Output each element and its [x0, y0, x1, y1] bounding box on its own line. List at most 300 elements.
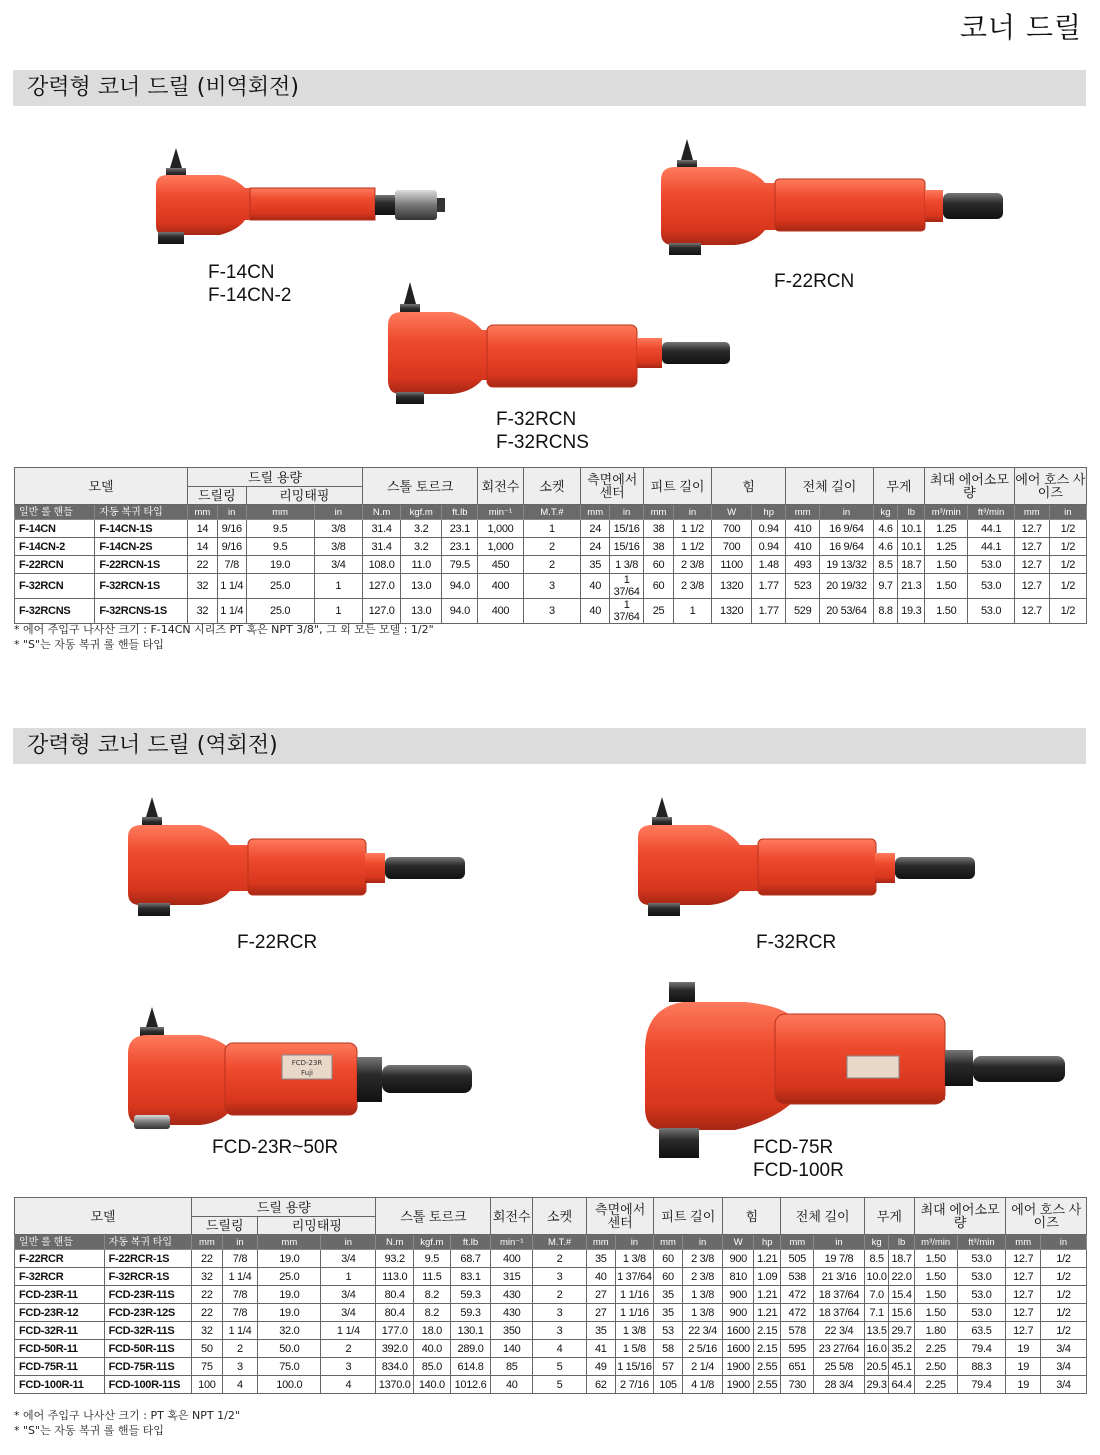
header-standard-handle: 일반 롤 핸들 — [15, 1235, 105, 1250]
unit-header: in — [1041, 1235, 1087, 1250]
table-cell: 18.7 — [889, 1250, 914, 1268]
table-cell: 1600 — [723, 1322, 754, 1340]
table-row — [15, 1304, 1087, 1322]
model-cell: F-14CN — [15, 520, 95, 538]
unit-header: min⁻¹ — [491, 1235, 533, 1250]
table-cell: 12.7 — [1006, 1286, 1041, 1304]
table-row — [15, 520, 1087, 538]
table-cell: 0.94 — [752, 538, 786, 556]
table-cell: 100.0 — [258, 1376, 321, 1394]
model-cell: FCD-23R-12S — [104, 1304, 192, 1322]
table-cell: 1 1/16 — [615, 1304, 654, 1322]
table-cell: 83.1 — [450, 1268, 491, 1286]
notes-section1 — [14, 622, 434, 652]
caption-line: FCD-75R — [753, 1137, 834, 1158]
header-reaming: 리밍태핑 — [258, 1217, 376, 1235]
table-cell: 1100 — [712, 556, 752, 574]
table-cell: 529 — [786, 599, 820, 624]
table-cell: 2 3/8 — [673, 574, 711, 599]
table-cell: 27 — [587, 1304, 616, 1322]
table-cell: 289.0 — [450, 1340, 491, 1358]
table-cell: 25 — [644, 599, 674, 624]
table-cell: 1 1/4 — [222, 1268, 258, 1286]
table-cell: 410 — [786, 520, 820, 538]
table-cell: 3 — [321, 1358, 376, 1376]
table-cell: 1.09 — [753, 1268, 780, 1286]
table-cell: 60 — [654, 1250, 683, 1268]
header-model: 모델 — [15, 468, 188, 505]
table-cell: 58 — [654, 1340, 683, 1358]
unit-header: ft.lb — [450, 1235, 491, 1250]
table-cell: 59.3 — [450, 1286, 491, 1304]
table-cell: 578 — [781, 1322, 814, 1340]
unit-header: in — [314, 505, 362, 520]
header-socket: 소켓 — [533, 1198, 587, 1235]
table-cell: 900 — [723, 1286, 754, 1304]
table-cell: 3.2 — [401, 538, 442, 556]
caption-line: FCD-23R~50R — [212, 1137, 339, 1158]
note-line: * 에어 주입구 나사산 크기 : PT 혹은 NPT 1/2" — [14, 1409, 240, 1422]
table-cell: 3.2 — [401, 520, 442, 538]
table-cell: 1 37/64 — [610, 574, 644, 599]
table-cell: 18.7 — [898, 556, 925, 574]
table-cell: 1.21 — [753, 1286, 780, 1304]
table-cell: 40 — [491, 1376, 533, 1394]
caption-line: F-22RCN — [774, 271, 855, 292]
table-cell: 9.5 — [246, 538, 314, 556]
unit-header: M.T.# — [523, 505, 581, 520]
table-cell: 1/2 — [1041, 1304, 1087, 1322]
table-cell: 24 — [581, 538, 610, 556]
table-cell: 1.80 — [914, 1322, 957, 1340]
table-cell: 35 — [587, 1322, 616, 1340]
table-cell: 25 5/8 — [814, 1358, 865, 1376]
table-cell: 22 — [187, 556, 217, 574]
table-cell: 14 — [187, 520, 217, 538]
table-cell: 4 1/8 — [682, 1376, 723, 1394]
table-cell: 1 1/4 — [217, 599, 246, 624]
table-row — [15, 1376, 1087, 1394]
table-cell: 12.7 — [1006, 1268, 1041, 1286]
table-cell: 1/2 — [1049, 574, 1086, 599]
table-cell: 40.0 — [414, 1340, 451, 1358]
header-stall-torque: 스톨 토르크 — [376, 1198, 491, 1235]
table-cell: 22 — [192, 1286, 223, 1304]
table-cell: 49 — [587, 1358, 616, 1376]
header-side-center: 측면에서 센터 — [587, 1198, 654, 1235]
table-cell: 7/8 — [222, 1304, 258, 1322]
table-cell: 2 3/8 — [682, 1268, 723, 1286]
note-line: * "S"는 자동 복귀 롤 핸들 타입 — [14, 1424, 164, 1437]
table-row — [15, 1340, 1087, 1358]
table-cell: 450 — [478, 556, 523, 574]
unit-header: mm — [644, 505, 674, 520]
caption-line: FCD-100R — [753, 1160, 844, 1181]
header-total-length: 전체 길이 — [781, 1198, 864, 1235]
table-cell: 75.0 — [258, 1358, 321, 1376]
unit-header: m³/min — [925, 505, 968, 520]
nameplate-text: FCD-23R — [291, 1059, 323, 1067]
table-cell: 7.0 — [864, 1286, 888, 1304]
table-cell: 22.0 — [889, 1268, 914, 1286]
table-cell: 80.4 — [376, 1304, 414, 1322]
table-cell: 16 9/64 — [820, 520, 874, 538]
table-cell: 2.25 — [914, 1340, 957, 1358]
table-cell: 1 — [314, 599, 362, 624]
caption-line: F-32RCNS — [496, 432, 589, 453]
table-cell: 113.0 — [376, 1268, 414, 1286]
table-cell: 108.0 — [363, 556, 401, 574]
table-cell: 1 1/2 — [673, 520, 711, 538]
table-cell: 2.15 — [753, 1322, 780, 1340]
caption-line: F-22RCR — [237, 932, 318, 953]
table-cell: 7/8 — [222, 1286, 258, 1304]
unit-header: kg — [873, 505, 898, 520]
model-cell: F-32RCR — [15, 1268, 105, 1286]
table-cell: 1.50 — [925, 556, 968, 574]
table-cell: 1,000 — [478, 538, 523, 556]
table-cell: 2.55 — [753, 1358, 780, 1376]
header-socket: 소켓 — [523, 468, 581, 505]
unit-header: lb — [898, 505, 925, 520]
table-cell: 35 — [654, 1304, 683, 1322]
model-cell: FCD-32R-11 — [15, 1322, 105, 1340]
table-cell: 80.4 — [376, 1286, 414, 1304]
model-cell: FCD-75R-11S — [104, 1358, 192, 1376]
table-cell: 595 — [781, 1340, 814, 1358]
table-cell: 1/2 — [1049, 599, 1086, 624]
unit-header: m³/min — [914, 1235, 957, 1250]
table-cell: 614.8 — [450, 1358, 491, 1376]
table-cell: 1 37/64 — [615, 1268, 654, 1286]
unit-header: hp — [752, 505, 786, 520]
table-cell: 19.3 — [898, 599, 925, 624]
table-cell: 15.6 — [889, 1304, 914, 1322]
table-cell: 1.50 — [925, 599, 968, 624]
table-row — [15, 1322, 1087, 1340]
table-cell: 3/4 — [1041, 1376, 1087, 1394]
drill-image-fcd75r — [635, 980, 1070, 1160]
table-cell: 35 — [654, 1286, 683, 1304]
table-cell: 127.0 — [363, 599, 401, 624]
table-cell: 9.7 — [873, 574, 898, 599]
table-cell: 10.0 — [864, 1268, 888, 1286]
table-cell: 1.77 — [752, 574, 786, 599]
table-cell: 38 — [644, 520, 674, 538]
table-cell: 7.1 — [864, 1304, 888, 1322]
header-drilling: 드릴링 — [192, 1217, 258, 1235]
table-cell: 3 — [222, 1358, 258, 1376]
table-cell: 100 — [192, 1376, 223, 1394]
table-cell: 25.0 — [246, 574, 314, 599]
table-cell: 400 — [491, 1250, 533, 1268]
table-cell: 11.5 — [414, 1268, 451, 1286]
table-cell: 11.0 — [401, 556, 442, 574]
notes-section2 — [14, 1408, 240, 1438]
table-cell: 538 — [781, 1268, 814, 1286]
table-cell: 3 — [533, 1322, 587, 1340]
table-cell: 1900 — [723, 1358, 754, 1376]
caption-f32rcn — [496, 408, 589, 454]
table-cell: 10.1 — [898, 520, 925, 538]
unit-header: mm — [1014, 505, 1049, 520]
table-cell: 16 9/64 — [820, 538, 874, 556]
table-cell: 1.21 — [753, 1250, 780, 1268]
table-cell: 25.0 — [258, 1268, 321, 1286]
unit-header: mm — [246, 505, 314, 520]
table-cell: 21 3/16 — [814, 1268, 865, 1286]
table-cell: 3/4 — [1041, 1340, 1087, 1358]
table-cell: 1,000 — [478, 520, 523, 538]
unit-header: kg — [864, 1235, 888, 1250]
table-row — [15, 1268, 1087, 1286]
table-cell: 1/2 — [1041, 1322, 1087, 1340]
table-cell: 60 — [644, 574, 674, 599]
drill-image-fcd23r — [120, 1005, 490, 1135]
header-side-center: 측면에서 센터 — [581, 468, 644, 505]
table-row — [15, 538, 1087, 556]
caption-f14cn — [208, 261, 291, 307]
table-cell: 15.4 — [889, 1286, 914, 1304]
table-cell: 9/16 — [217, 520, 246, 538]
table-cell: 79.5 — [442, 556, 478, 574]
table-cell: 29.7 — [889, 1322, 914, 1340]
table-cell: 4.6 — [873, 520, 898, 538]
table-cell: 21.3 — [898, 574, 925, 599]
table-cell: 22 3/4 — [682, 1322, 723, 1340]
unit-header: lb — [889, 1235, 914, 1250]
unit-header: kgf.m — [414, 1235, 451, 1250]
table-cell: 1.25 — [925, 538, 968, 556]
table-cell: 1 3/8 — [682, 1304, 723, 1322]
drill-image-f32rcn — [382, 280, 742, 410]
table-cell: 62 — [587, 1376, 616, 1394]
table-cell: 651 — [781, 1358, 814, 1376]
table-cell: 19 7/8 — [814, 1250, 865, 1268]
header-air-consumption: 최대 에어소모량 — [914, 1198, 1006, 1235]
unit-header: ft³/min — [957, 1235, 1006, 1250]
table-cell: 50.0 — [258, 1340, 321, 1358]
header-power: 힘 — [723, 1198, 781, 1235]
table-cell: 1370.0 — [376, 1376, 414, 1394]
table-cell: 40 — [581, 574, 610, 599]
table-cell: 12.7 — [1014, 538, 1049, 556]
model-cell: FCD-100R-11S — [104, 1376, 192, 1394]
table-cell: 23 27/64 — [814, 1340, 865, 1358]
table-cell: 50 — [192, 1340, 223, 1358]
table-cell: 2 — [222, 1340, 258, 1358]
table-cell: 430 — [491, 1304, 533, 1322]
table-cell: 19 13/32 — [820, 556, 874, 574]
model-cell: F-22RCN-1S — [95, 556, 188, 574]
table-cell: 64.4 — [889, 1376, 914, 1394]
table-cell: 9/16 — [217, 538, 246, 556]
table-cell: 2.15 — [753, 1340, 780, 1358]
table-cell: 3/8 — [314, 538, 362, 556]
table-cell: 53.0 — [957, 1286, 1006, 1304]
table-cell: 32 — [187, 574, 217, 599]
table-row — [15, 574, 1087, 599]
table-cell: 1 1/16 — [615, 1286, 654, 1304]
table-cell: 53.0 — [957, 1250, 1006, 1268]
table-cell: 3 — [533, 1304, 587, 1322]
caption-line: F-14CN — [208, 262, 275, 283]
caption-line: F-14CN-2 — [208, 285, 292, 306]
model-cell: F-14CN-2 — [15, 538, 95, 556]
table-cell: 31.4 — [363, 520, 401, 538]
table-cell: 19 — [1006, 1340, 1041, 1358]
table-cell: 12.7 — [1006, 1322, 1041, 1340]
table-cell: 68.7 — [450, 1250, 491, 1268]
table-cell: 59.3 — [450, 1304, 491, 1322]
model-cell: F-32RCNS-1S — [95, 599, 188, 624]
table-cell: 700 — [712, 520, 752, 538]
section-title-reversible: 강력형 코너 드릴 (역회전) — [13, 728, 1086, 764]
table-cell: 88.3 — [957, 1358, 1006, 1376]
table-cell: 1 1/4 — [222, 1322, 258, 1340]
table-cell: 18.0 — [414, 1322, 451, 1340]
unit-header: mm — [187, 505, 217, 520]
table-cell: 1 3/8 — [610, 556, 644, 574]
table-cell: 44.1 — [968, 520, 1014, 538]
drill-image-f14cn — [150, 140, 470, 250]
table-cell: 4 — [321, 1376, 376, 1394]
spec-table-reversible — [14, 1197, 1087, 1394]
caption-line: F-32RCR — [756, 932, 837, 953]
table-cell: 8.5 — [864, 1250, 888, 1268]
header-hose-size: 에어 호스 사이즈 — [1006, 1198, 1087, 1235]
table-cell: 392.0 — [376, 1340, 414, 1358]
model-cell: FCD-23R-11S — [104, 1286, 192, 1304]
unit-header: mm — [654, 1235, 683, 1250]
table-cell: 177.0 — [376, 1322, 414, 1340]
header-rpm: 회전수 — [478, 468, 523, 505]
table-cell: 730 — [781, 1376, 814, 1394]
spec-table-non-reversible — [14, 467, 1087, 624]
caption-f22rcn — [774, 270, 854, 293]
table-cell: 32 — [187, 599, 217, 624]
table-cell: 60 — [644, 556, 674, 574]
table-cell: 53.0 — [957, 1304, 1006, 1322]
table-cell: 140.0 — [414, 1376, 451, 1394]
table-row — [15, 1358, 1087, 1376]
model-cell: F-14CN-1S — [95, 520, 188, 538]
unit-header: mm — [1006, 1235, 1041, 1250]
header-feed-length: 피트 길이 — [644, 468, 712, 505]
table-cell: 53 — [654, 1322, 683, 1340]
table-cell: 2 — [321, 1340, 376, 1358]
table-cell: 93.2 — [376, 1250, 414, 1268]
model-cell: F-32RCR-1S — [104, 1268, 192, 1286]
table-cell: 2 — [533, 1250, 587, 1268]
table-cell: 35 — [581, 556, 610, 574]
table-cell: 1/2 — [1041, 1286, 1087, 1304]
table-cell: 13.5 — [864, 1322, 888, 1340]
caption-line: F-32RCN — [496, 409, 577, 430]
table-cell: 27 — [587, 1286, 616, 1304]
header-reaming: 리밍태핑 — [246, 487, 362, 505]
table-cell: 1/2 — [1049, 520, 1086, 538]
header-air-consumption: 최대 에어소모량 — [925, 468, 1015, 505]
unit-header: ft.lb — [442, 505, 478, 520]
table-cell: 1012.6 — [450, 1376, 491, 1394]
unit-header: in — [610, 505, 644, 520]
table-cell: 3 — [533, 1268, 587, 1286]
unit-header: kgf.m — [401, 505, 442, 520]
table-cell: 53.0 — [968, 556, 1014, 574]
table-cell: 1900 — [723, 1376, 754, 1394]
table-cell: 1600 — [723, 1340, 754, 1358]
table-cell: 7/8 — [217, 556, 246, 574]
table-cell: 19 — [1006, 1376, 1041, 1394]
header-stall-torque: 스톨 토르크 — [363, 468, 478, 505]
table-cell: 14 — [187, 538, 217, 556]
caption-f22rcr — [237, 931, 317, 954]
model-cell: F-22RCR — [15, 1250, 105, 1268]
table-cell: 22 3/4 — [814, 1322, 865, 1340]
table-cell: 13.0 — [401, 599, 442, 624]
table-cell: 53.0 — [968, 599, 1014, 624]
table-cell: 7/8 — [222, 1250, 258, 1268]
table-cell: 32 — [192, 1322, 223, 1340]
table-cell: 1.50 — [914, 1286, 957, 1304]
page-title: 코너 드릴 — [959, 11, 1082, 44]
table-cell: 315 — [491, 1268, 533, 1286]
table-cell: 2.25 — [914, 1376, 957, 1394]
unit-header: ft³/min — [968, 505, 1014, 520]
table-cell: 410 — [786, 538, 820, 556]
header-hose-size: 에어 호스 사이즈 — [1014, 468, 1086, 505]
table-cell: 35.2 — [889, 1340, 914, 1358]
table-cell: 1 5/8 — [615, 1340, 654, 1358]
table-cell: 16.0 — [864, 1340, 888, 1358]
model-cell: F-22RCN — [15, 556, 95, 574]
drill-image-f22rcn — [655, 135, 1015, 260]
table-cell: 3/4 — [321, 1304, 376, 1322]
drill-image-f22rcr — [120, 795, 480, 925]
table-cell: 9.5 — [246, 520, 314, 538]
table-cell: 505 — [781, 1250, 814, 1268]
table-cell: 19.0 — [258, 1286, 321, 1304]
table-cell: 3 — [523, 599, 581, 624]
unit-header: in — [1049, 505, 1086, 520]
table-cell: 2 3/8 — [673, 556, 711, 574]
table-cell: 23.1 — [442, 538, 478, 556]
table-cell: 40 — [587, 1268, 616, 1286]
table-cell: 1 1/4 — [321, 1322, 376, 1340]
table-cell: 13.0 — [401, 574, 442, 599]
table-cell: 140 — [491, 1340, 533, 1358]
table-cell: 40 — [581, 599, 610, 624]
table-cell: 3/4 — [314, 556, 362, 574]
section-title-non-reversible: 강력형 코너 드릴 (비역회전) — [13, 70, 1086, 106]
table-cell: 1 — [523, 520, 581, 538]
drill-image-f32rcr — [630, 795, 990, 925]
table-cell: 1.50 — [914, 1268, 957, 1286]
brand-text: Fuji — [301, 1069, 313, 1077]
table-cell: 1/2 — [1041, 1268, 1087, 1286]
table-row — [15, 556, 1087, 574]
table-cell: 1 37/64 — [610, 599, 644, 624]
table-cell: 19.0 — [246, 556, 314, 574]
table-cell: 1 — [314, 574, 362, 599]
table-cell: 53.0 — [968, 574, 1014, 599]
header-model: 모델 — [15, 1198, 192, 1235]
table-cell: 1/2 — [1049, 538, 1086, 556]
table-cell: 472 — [781, 1304, 814, 1322]
table-cell: 1.50 — [914, 1304, 957, 1322]
table-cell: 5 — [533, 1376, 587, 1394]
